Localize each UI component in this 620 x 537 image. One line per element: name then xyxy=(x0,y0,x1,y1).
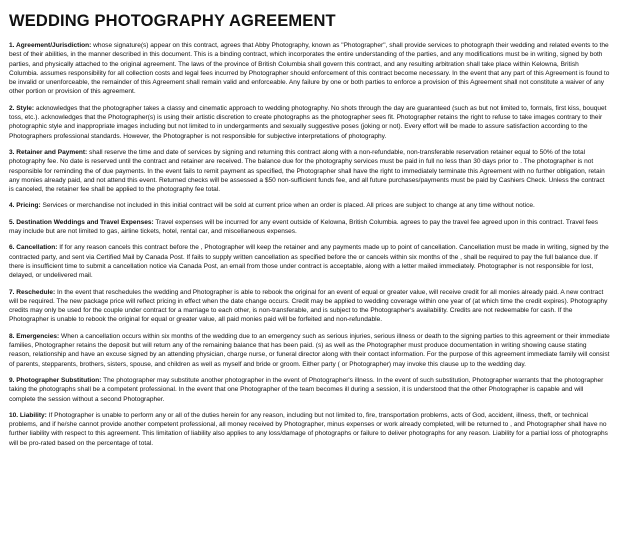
section-heading: 4. Pricing: xyxy=(9,202,41,210)
section-body: If Photographer is unable to perform any or all of the duties herein for any reason, including but not limited to, fire, transportation problems, acts of God, accident, illness, theft, or technical problems, and if he/she cannot provide another competent professional, all money received by Photographer, minus expenses or work already completed, will be returned to , and Photographer shall have no further liability with respect to this agreement. This limitation of liability also applies to any loss/damage of photographs or failure to deliver photographs for any reason. Liability for a partial loss of photographs will be pro-rated based on the percentage of total. xyxy=(9,411,608,447)
section-7 xyxy=(9,288,610,325)
section-heading: 6. Cancellation: xyxy=(9,244,58,252)
section-2 xyxy=(9,104,610,141)
section-heading: 10. Liability: xyxy=(9,411,47,419)
section-body: Services or merchandise not included in this initial contract will be sold at current price when an order is placed. All prices are subject to change at any time without notice. xyxy=(40,202,535,210)
section-10 xyxy=(9,411,610,448)
section-heading: 2. Style: xyxy=(9,104,35,112)
section-heading: 5. Destination Weddings and Travel Expenses: xyxy=(9,218,154,226)
section-3 xyxy=(9,148,610,194)
section-body: In the event that reschedules the wedding and Photographer is able to rebook the original for an event of equal or greater value, will receive credit for all monies already paid. A new contract will be required. The new package price will reflect pricing in effect when the date change occurs. Credit may be applied to wedding coverage within one year of (at which time the credit expires). Photography credits may only be used for the couple under contract for a marriage to each other, is non-transferable, and is subject to the Photographer's availability. Credits are not redeemable for cash. If the Photographer is unable to rebook the original for equal or greater value, all paid monies paid will be forfeited and non-refundable. xyxy=(9,288,608,324)
section-6 xyxy=(9,243,610,280)
section-body: shall reserve the time and date of services by signing and returning this contract along with a non-refundable, non-transferable reservation retainer equal to 50% of the total photography fee. No date is reserved until the contract and retainer are received. The balance due for the photography services must be paid in full no less than 30 days prior to . The photographer is not responsible for reminding the of due payments. In the event fails to remit payment as specified, the Photographer shall have the right to immediately terminate this Agreement with no further obligation, retain any monies already paid, and not attend this event. Returned checks will be assessed a $50 non-sufficient funds fee, and all future purchases/payments must be paid by Cashiers Check. Unless the contract is canceled, the retainer fee shall be applied to the photography fee total. xyxy=(9,148,605,194)
section-heading: 9. Photographer Substitution: xyxy=(9,376,102,384)
section-body: When a cancellation occurs within six months of the wedding due to an emergency such as serious injuries, serious illness or death to the signing parties to this agreement or their immediate families, Photographer retains the deposit but will return any of the remaining balance that has been paid. (s) as well as the Photographer must produce documentation in writing showing cause stating reason, relationship and have an excuse signed by an attending physician, charge nurse, or funeral director along with their contact information. For the purpose of this agreement immediate family will consist of parents, stepparents, brothers, sisters, spouse, and children as well as myself and bride or groom. Either party ( or Photographer) may invoke this clause up to the wedding day. xyxy=(9,332,610,368)
section-body: Travel expenses will be incurred for any event outside of Kelowna, British Columbia. agrees to pay the travel fee agreed upon in this contract. Travel fees may include but are not limited to gas, airline tickets, hotel, rental car, and miscellaneous expenses. xyxy=(9,218,599,236)
section-body: The photographer may substitute another photographer in the event of Photographer's illness. In the event of such substitution, Photographer warrants that the photographer taking the photographs shall be a competent professional. In the event that one Photographer of the team becomes ill during a session, it is understood that the other Photographer is capable and will complete the session without a second Photographer. xyxy=(9,376,604,403)
section-9 xyxy=(9,376,610,404)
section-heading: 8. Emergencies: xyxy=(9,332,60,340)
section-body: If for any reason cancels this contract before the , Photographer will keep the retainer and any payments made up to point of cancellation. Cancellation must be made in writing, signed by the contracted party, and sent via Certified Mail by Canada Post. If fails to supply written cancellation as specified before the or cancels within six months of the , shall be required to pay the full balance due. If there is insufficient time to submit a cancellation notice via Canada Post, an email from those under contract is acceptable, along with a letter mailed immediately. Photographer is not responsible for lost, delayed, or undelivered mail. xyxy=(9,244,609,280)
section-5 xyxy=(9,218,610,237)
section-heading: 3. Retainer and Payment: xyxy=(9,148,88,156)
section-4 xyxy=(9,201,610,210)
sections-list xyxy=(9,41,610,448)
section-body: acknowledges that the photographer takes a classy and cinematic approach to wedding photography. No shots through the day are guaranteed (such as but not limited to, formals, first kiss, bouquet toss, etc.). acknowledges that the Photographer(s) is using their artistic discretion to create photographs as the photographer sees fit. Photographer retains the right to refuse to take images contrary to their photographic style and inappropriate images including but not limited to in undergarments and sexually suggestive poses (joking or not). Every effort will be made to assure satisfaction according to the Photographers professional standards. However, the Photographer is not responsible for subjective interpretations of photography. xyxy=(9,104,607,140)
section-body: whose signature(s) appear on this contract, agrees that Abby Photography, known as "Photographer", shall provide services to photograph their wedding and related events to the best of their abilities, in the manner described in this document. This is a binding contract, which incorporates the entire understanding of the parties, and any modifications must be in writing, signed by both parties, and physically attached to the original agreement. The laws of the province of British Columbia shall govern this contract, and any resulting arbitration shall take place within Kelowna, British Columbia. assumes responsibility for all collection costs and legal fees incurred by Photographer should enforcement of this contract become necessary. In the event that any part of this Agreement is found to be invalid or unenforceable, the remainder of this Agreement shall remain valid and enforceable. Any failure by one or both parties to enforce a provision of this Agreement shall not constitute a waiver of any other portion or provision of this agreement. xyxy=(9,42,610,96)
section-heading: 1. Agreement/Jurisdiction: xyxy=(9,42,92,49)
section-8 xyxy=(9,332,610,369)
section-heading: 7. Reschedule: xyxy=(9,288,56,296)
section-1 xyxy=(9,41,610,97)
document-title: WEDDING PHOTOGRAPHY AGREEMENT xyxy=(9,12,336,30)
